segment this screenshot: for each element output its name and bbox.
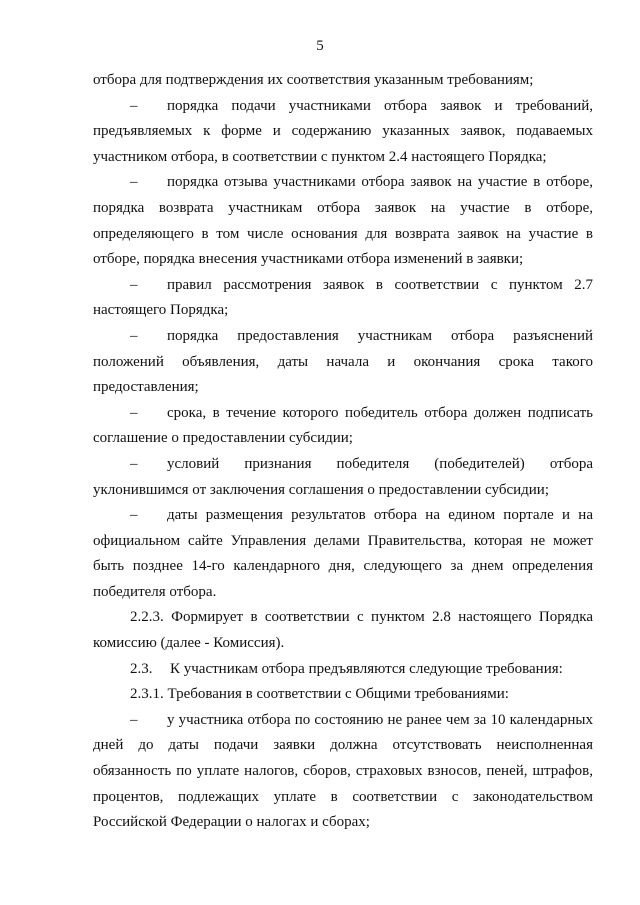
dash-marker: – — [130, 174, 138, 191]
dash-marker: – — [130, 276, 138, 293]
list-item — [93, 170, 593, 272]
list-item-text: порядка предоставления участникам отбора разъяснений положений объявления, даты начала и окончания срока такого предоставления; — [93, 327, 593, 396]
list-item-text: порядка отзыва участниками отбора заявок на участие в отборе, порядка возврата участникам отбора заявок на участие в отборе, определяющего в том числе основания для возврата заявок на участие в отборе, порядка внесения участниками отбора изменений в заявки; — [93, 174, 593, 268]
section-2-3 — [93, 657, 593, 683]
dash-marker: – — [130, 455, 138, 472]
list-item-text: даты размещения результатов отбора на едином портале и на официальном сайте Управления делами Правительства, которая не может быть позднее 14-го календарного дня, следующего за днем определения победителя отбора. — [93, 507, 593, 600]
dash-marker: – — [130, 327, 138, 344]
list-item — [93, 452, 593, 503]
list-item-text: правил рассмотрения заявок в соответствии с пунктом 2.7 настоящего Порядка; — [93, 276, 593, 319]
dash-marker: – — [130, 404, 138, 421]
list-item — [93, 324, 593, 401]
list-item — [93, 94, 593, 171]
page-number: 5 — [316, 38, 324, 54]
list-item-text: условий признания победителя (победителей) отбора уклонившимся от заключения соглашения о предоставлении субсидии; — [93, 455, 593, 498]
list-item — [93, 708, 593, 836]
list-item — [93, 503, 593, 605]
list-item — [93, 273, 593, 324]
dash-marker: – — [130, 507, 138, 524]
list-item — [93, 401, 593, 452]
paragraph-2-3-1: 2.3.1. Требования в соответствии с Общими требованиями: — [130, 686, 509, 703]
dash-marker: – — [130, 97, 138, 114]
document-body — [93, 68, 593, 836]
paragraph-continuation: отбора для подтверждения их соответствия указанным требованиям; — [93, 72, 534, 88]
paragraph-2-2-3: 2.2.3. Формирует в соответствии с пунктом 2.8 настоящего Порядка комиссию (далее - Комиссия). — [93, 609, 593, 652]
section-number: 2.3. — [130, 660, 153, 677]
list-item-text: порядка подачи участниками отбора заявок и требований, предъявляемых к форме и содержанию указанных заявок, подаваемых участником отбора, в соответствии с пунктом 2.4 настоящего Порядка; — [93, 97, 593, 165]
section-text: К участникам отбора предъявляются следующие требования: — [170, 660, 563, 677]
list-item-text: срока, в течение которого победитель отбора должен подписать соглашение о предоставлении субсидии; — [93, 404, 593, 447]
list-item-text: у участника отбора по состоянию не ранее чем за 10 календарных дней до даты подачи заявки должна отсутствовать неисполненная обязанность по уплате налогов, сборов, страховых взносов, пеней, штрафов, процентов, подлежащих уплате в соответствии с законодательством Российской Федерации о налогах и сборах; — [93, 711, 593, 831]
dash-marker: – — [130, 711, 138, 728]
